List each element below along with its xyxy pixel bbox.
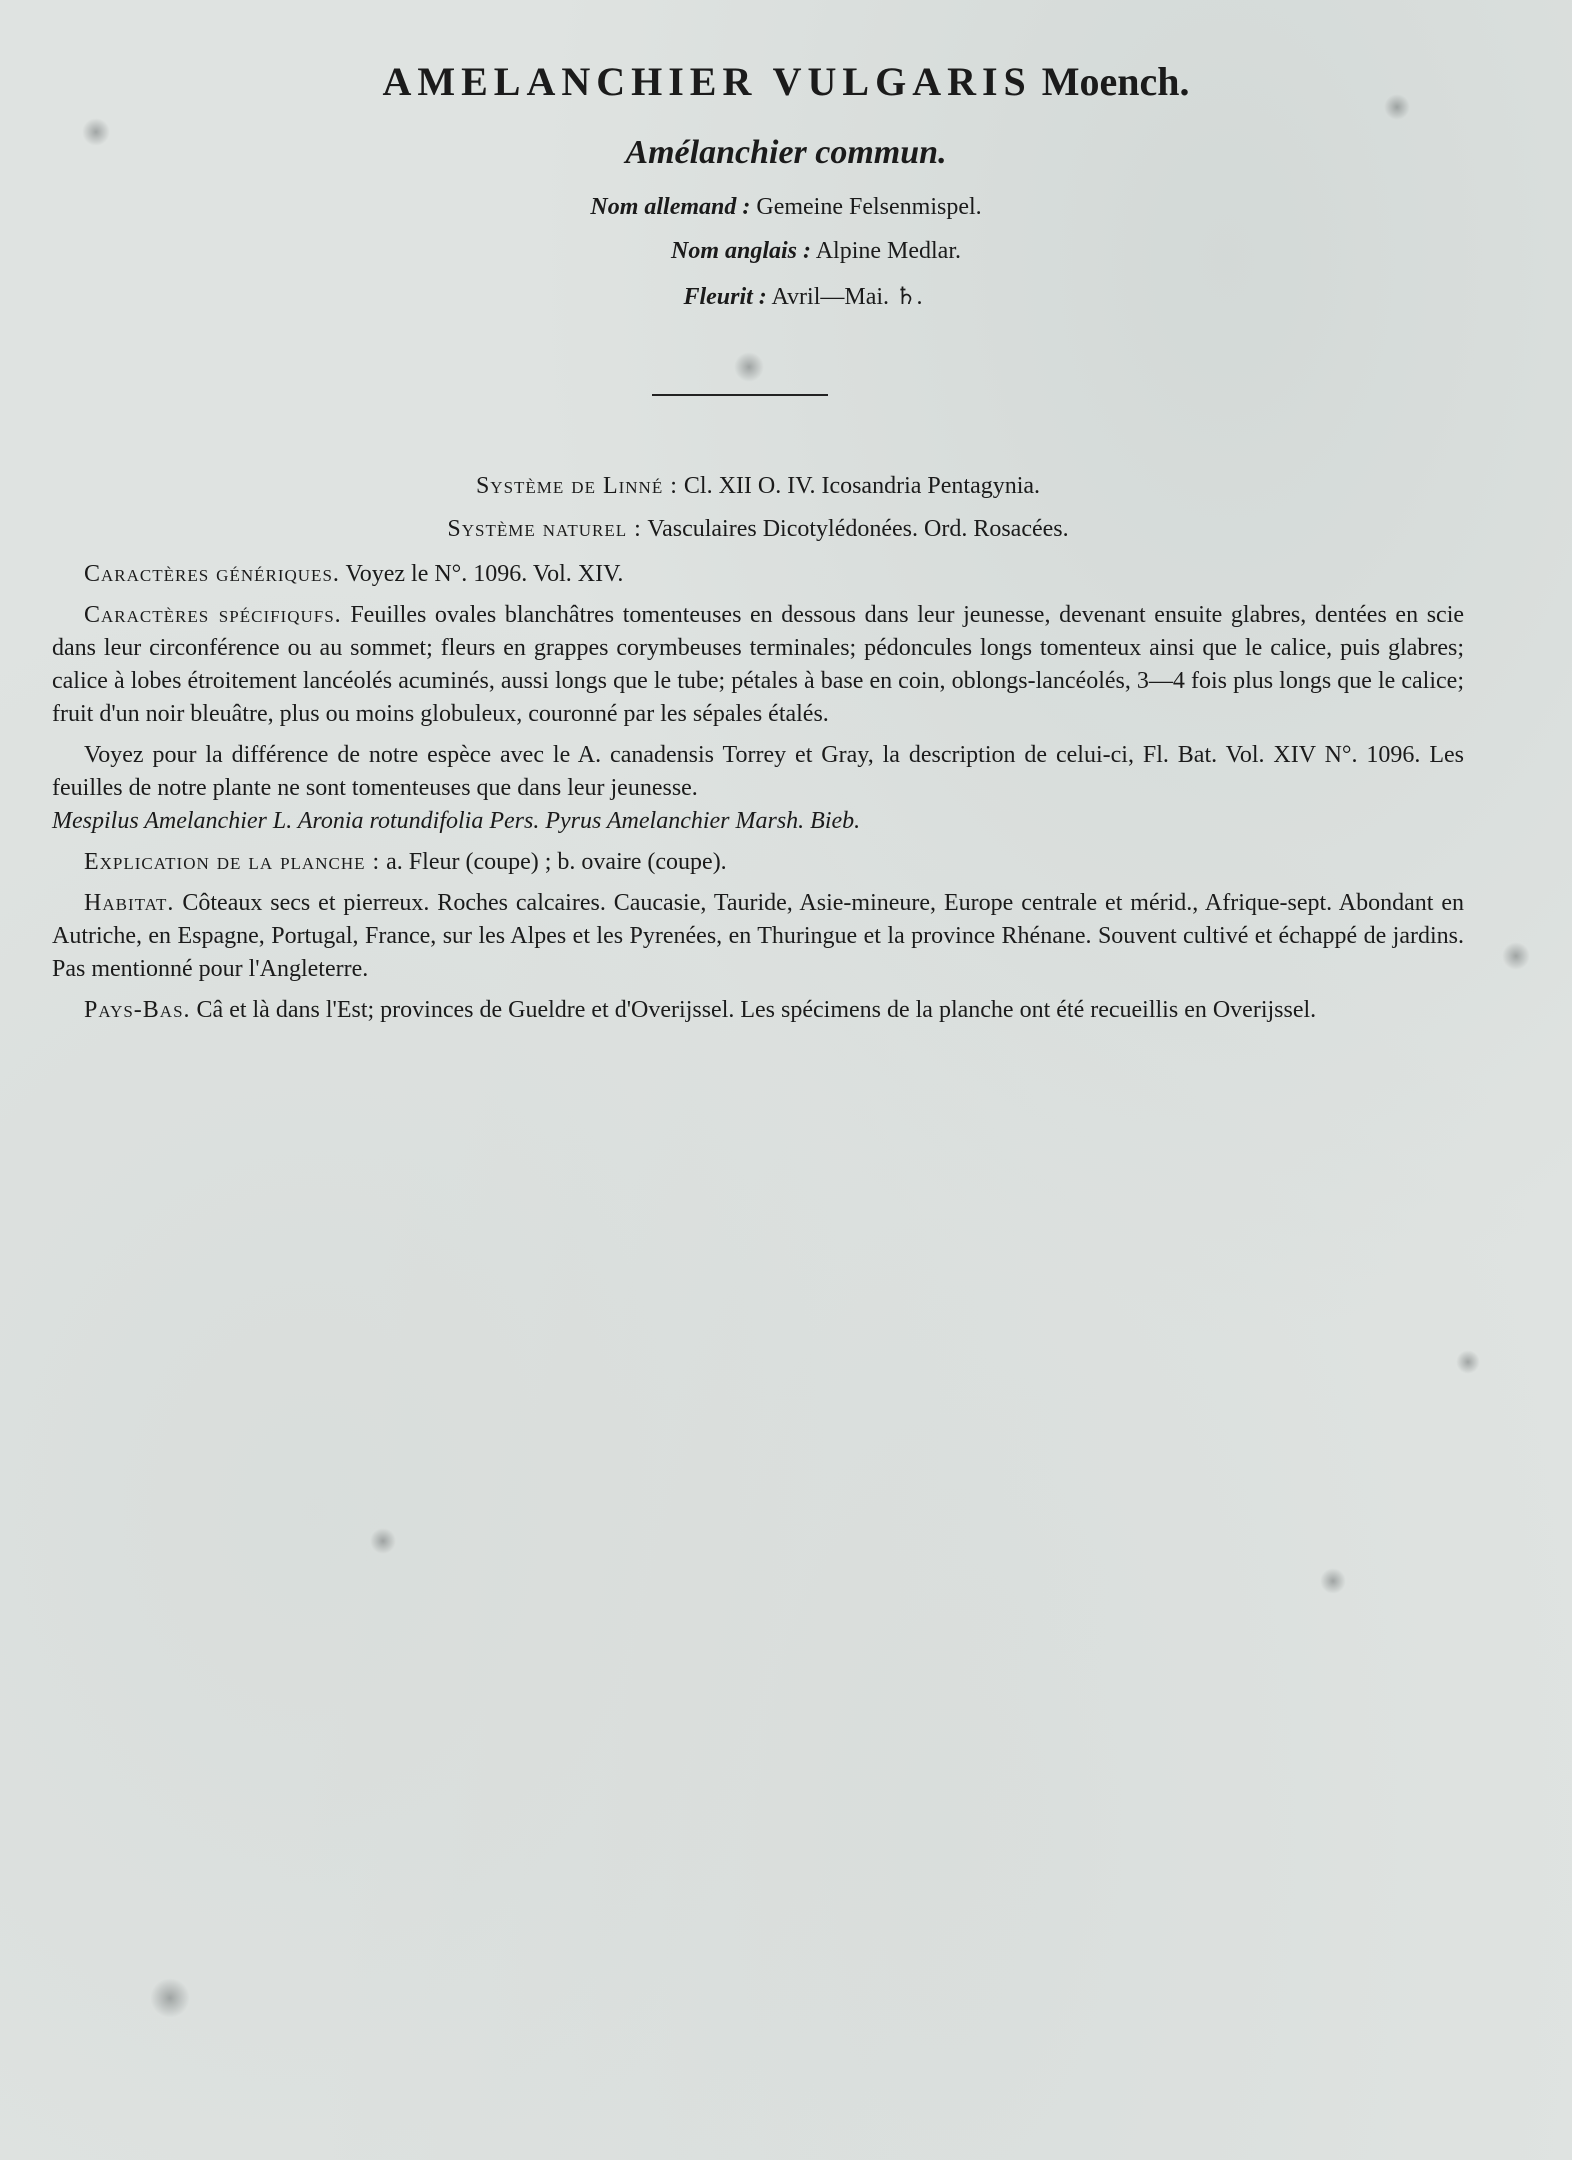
specific-characters: [52, 599, 1464, 731]
habitat-text: Côteaux secs et pierreux. Roches calcaires. Caucasie, Tauride, Asie-mineure, Europe centrale et mérid., Afrique-sept. Abondant en Autriche, en Espagne, Portugal, France, sur les Alpes et les Pyrenées, en Thuringue et la province Rhénane. Souvent cultivé et échappé de jardins. Pas mentionné pour l'Angleterre.: [52, 890, 1465, 982]
plate-explanation: [52, 846, 1464, 879]
stain-spot: [1320, 1568, 1346, 1594]
generic-characters: [52, 558, 1464, 591]
english-label: Nom anglais :: [670, 238, 811, 264]
paysbas-text: Câ et là dans l'Est; provinces de Gueldre et d'Overijssel. Les spécimens de la planche ont été recueillis en Overijssel.: [196, 997, 1317, 1023]
flower-period: Avril—Mai. ♄.: [771, 284, 923, 310]
explication-label: Explication de la planche :: [84, 849, 381, 875]
english-name: Alpine Medlar.: [815, 238, 961, 264]
generiques-text: Voyez le N°. 1096. Vol. XIV.: [345, 561, 624, 587]
stain-spot: [734, 352, 764, 382]
linne-label: Système de Linné :: [475, 473, 678, 499]
author-name: Moench.: [1041, 59, 1190, 104]
german-name-line: [0, 194, 1572, 221]
naturel-text: Vasculaires Dicotylédonées. Ord. Rosacées.: [647, 516, 1069, 542]
voyez-text: Voyez pour la différence de notre espèce avec le A. canadensis Torrey et Gray, la description de celui-ci, Fl. Bat. Vol. XIV N°. 1096. Les feuilles de notre plante ne sont tomenteuses que dans leur jeunesse.: [52, 742, 1464, 801]
generiques-label: Caractères génériques.: [84, 561, 340, 587]
synonyms-text: Mespilus Amelanchier L. Aronia rotundifolia Pers. Pyrus Amelanchier Marsh. Bieb.: [52, 808, 861, 834]
stain-spot: [150, 1978, 190, 2018]
linne-text: Cl. XII O. IV. Icosandria Pentagynia.: [683, 473, 1041, 499]
netherlands: [52, 994, 1464, 1027]
divider: [652, 394, 828, 396]
page-title: [0, 58, 1572, 105]
german-name: Gemeine Felsenmispel.: [756, 194, 982, 220]
naturel-label: Système naturel :: [447, 516, 642, 542]
habitat: [52, 887, 1464, 986]
flowering-line: [0, 282, 1572, 311]
naturel-line: [52, 513, 1464, 546]
linne-line: [52, 470, 1464, 503]
english-name-line: [0, 238, 1572, 265]
stain-spot: [1456, 1350, 1480, 1374]
specifiques-label: Caractères spécifiqufs.: [84, 602, 342, 628]
specifiques-text: Feuilles ovales blanchâtres tomenteuses en dessous dans leur jeunesse, devenant ensuite glabres, dentées en scie dans leur circonférence ou au sommet; fleurs en grappes corymbeuses terminales; pédoncules longs tomenteux ainsi que le calice, puis glabres; calice à lobes étroitement lancéolés acuminés, aussi longs que le tube; pétales à base en coin, oblongs-lancéolés, 3—4 fois plus longs que le calice; fruit d'un noir bleuâtre, plus ou moins globuleux, couronné par les sépales étalés.: [52, 602, 1465, 727]
synonyms: [52, 805, 1464, 838]
flower-label: Fleurit :: [683, 284, 767, 310]
comparison-note: [52, 739, 1464, 805]
stain-spot: [370, 1528, 396, 1554]
classification-block: [52, 470, 1464, 1035]
species-name: AMELANCHIER VULGARIS: [382, 59, 1032, 104]
habitat-label: Habitat.: [84, 890, 175, 916]
common-name: Amélanchier commun.: [625, 134, 947, 171]
paysbas-label: Pays-Bas.: [84, 997, 191, 1023]
explication-text: a. Fleur (coupe) ; b. ovaire (coupe).: [386, 849, 727, 875]
german-label: Nom allemand :: [590, 194, 751, 220]
stain-spot: [1502, 942, 1530, 970]
